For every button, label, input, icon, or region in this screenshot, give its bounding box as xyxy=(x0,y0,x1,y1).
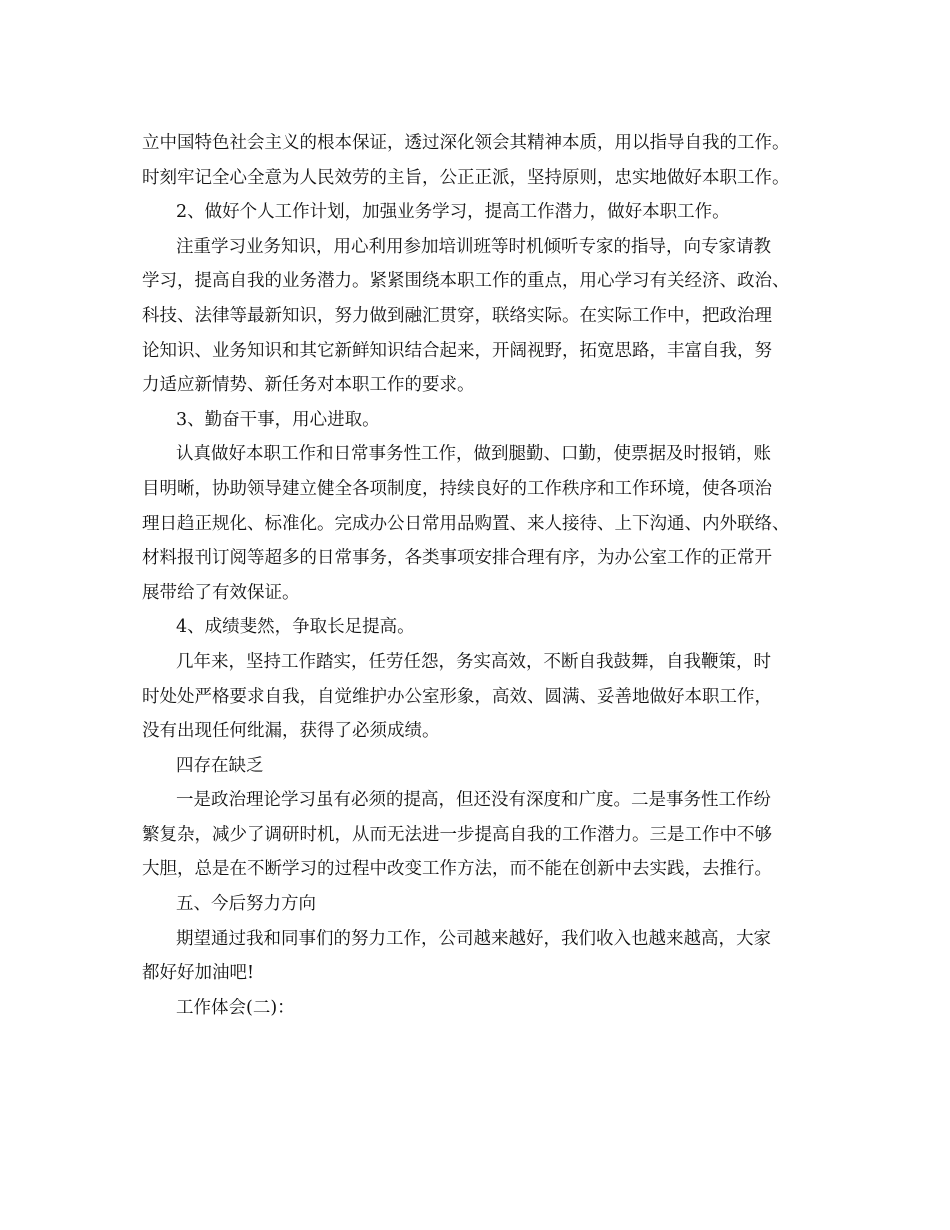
text-line: 科技、法律等最新知识，努力做到融汇贯穿，联络实际。在实际工作中，把政治理 xyxy=(142,305,772,326)
text-line: 四存在缺乏 xyxy=(176,755,264,776)
text-line: 都好好加油吧! xyxy=(142,963,255,984)
text-line: 3、勤奋干事，用心进取。 xyxy=(176,409,380,430)
text-line: 注重学习业务知识，用心利用参加培训班等时机倾听专家的指导，向专家请教 xyxy=(176,236,771,257)
text-line: 立中国特色社会主义的根本保证，透过深化领会其精神本质，用以指导自我的工作。 xyxy=(142,133,790,153)
text-line: 五、今后努力方向 xyxy=(176,894,316,915)
text-line: 认真做好本职工作和日常事务性工作，做到腿勤、口勤，使票据及时报销，账 xyxy=(176,444,771,465)
text-line: 学习，提高自我的业务潜力。紧紧围绕本职工作的重点，用心学习有关经济、政治、 xyxy=(142,271,790,292)
text-line: 2、做好个人工作计划，加强业务学习，提高工作潜力，做好本职工作。 xyxy=(176,202,730,223)
text-line: 繁复杂，减少了调研时机，从而无法进一步提高自我的工作潜力。三是工作中不够 xyxy=(142,824,772,845)
text-line: 4、成绩斐然，争取长足提高。 xyxy=(176,617,415,638)
document-body xyxy=(142,126,832,1025)
text-line: 力适应新情势、新任务对本职工作的要求。 xyxy=(142,375,475,396)
text-line: 一是政治理论学习虽有必须的提高，但还没有深度和广度。二是事务性工作纷 xyxy=(176,790,771,811)
text-line: 时刻牢记全心全意为人民效劳的主旨，公正正派，坚持原则，忠实地做好本职工作。 xyxy=(142,167,790,188)
text-line: 几年来，坚持工作踏实，任劳任怨，务实高效，不断自我鼓舞，自我鞭策，时 xyxy=(176,651,771,672)
text-line: 没有出现任何纰漏，获得了必须成绩。 xyxy=(142,721,440,742)
text-line: 目明晰，协助领导建立健全各项制度，持续良好的工作秩序和工作环境，使各项治 xyxy=(142,478,772,499)
text-line: 材料报刊订阅等超多的日常事务，各类事项安排合理有序，为办公室工作的正常开 xyxy=(142,548,772,569)
text-line: 工作体会(二)： xyxy=(176,997,295,1018)
text-line: 论知识、业务知识和其它新鲜知识结合起来，开阔视野，拓宽思路，丰富自我，努 xyxy=(142,340,772,361)
text-line: 期望通过我和同事们的努力工作，公司越来越好，我们收入也越来越高，大家 xyxy=(176,928,771,949)
text-line: 时处处严格要求自我，自觉维护办公室形象，高效、圆满、妥善地做好本职工作， xyxy=(142,686,772,707)
text-line: 理日趋正规化、标准化。完成办公日常用品购置、来人接待、上下沟通、内外联络、 xyxy=(142,513,790,534)
text-line: 展带给了有效保证。 xyxy=(142,582,300,603)
text-line: 大胆，总是在不断学习的过程中改变工作方法，而不能在创新中去实践，去推行。 xyxy=(142,859,772,880)
